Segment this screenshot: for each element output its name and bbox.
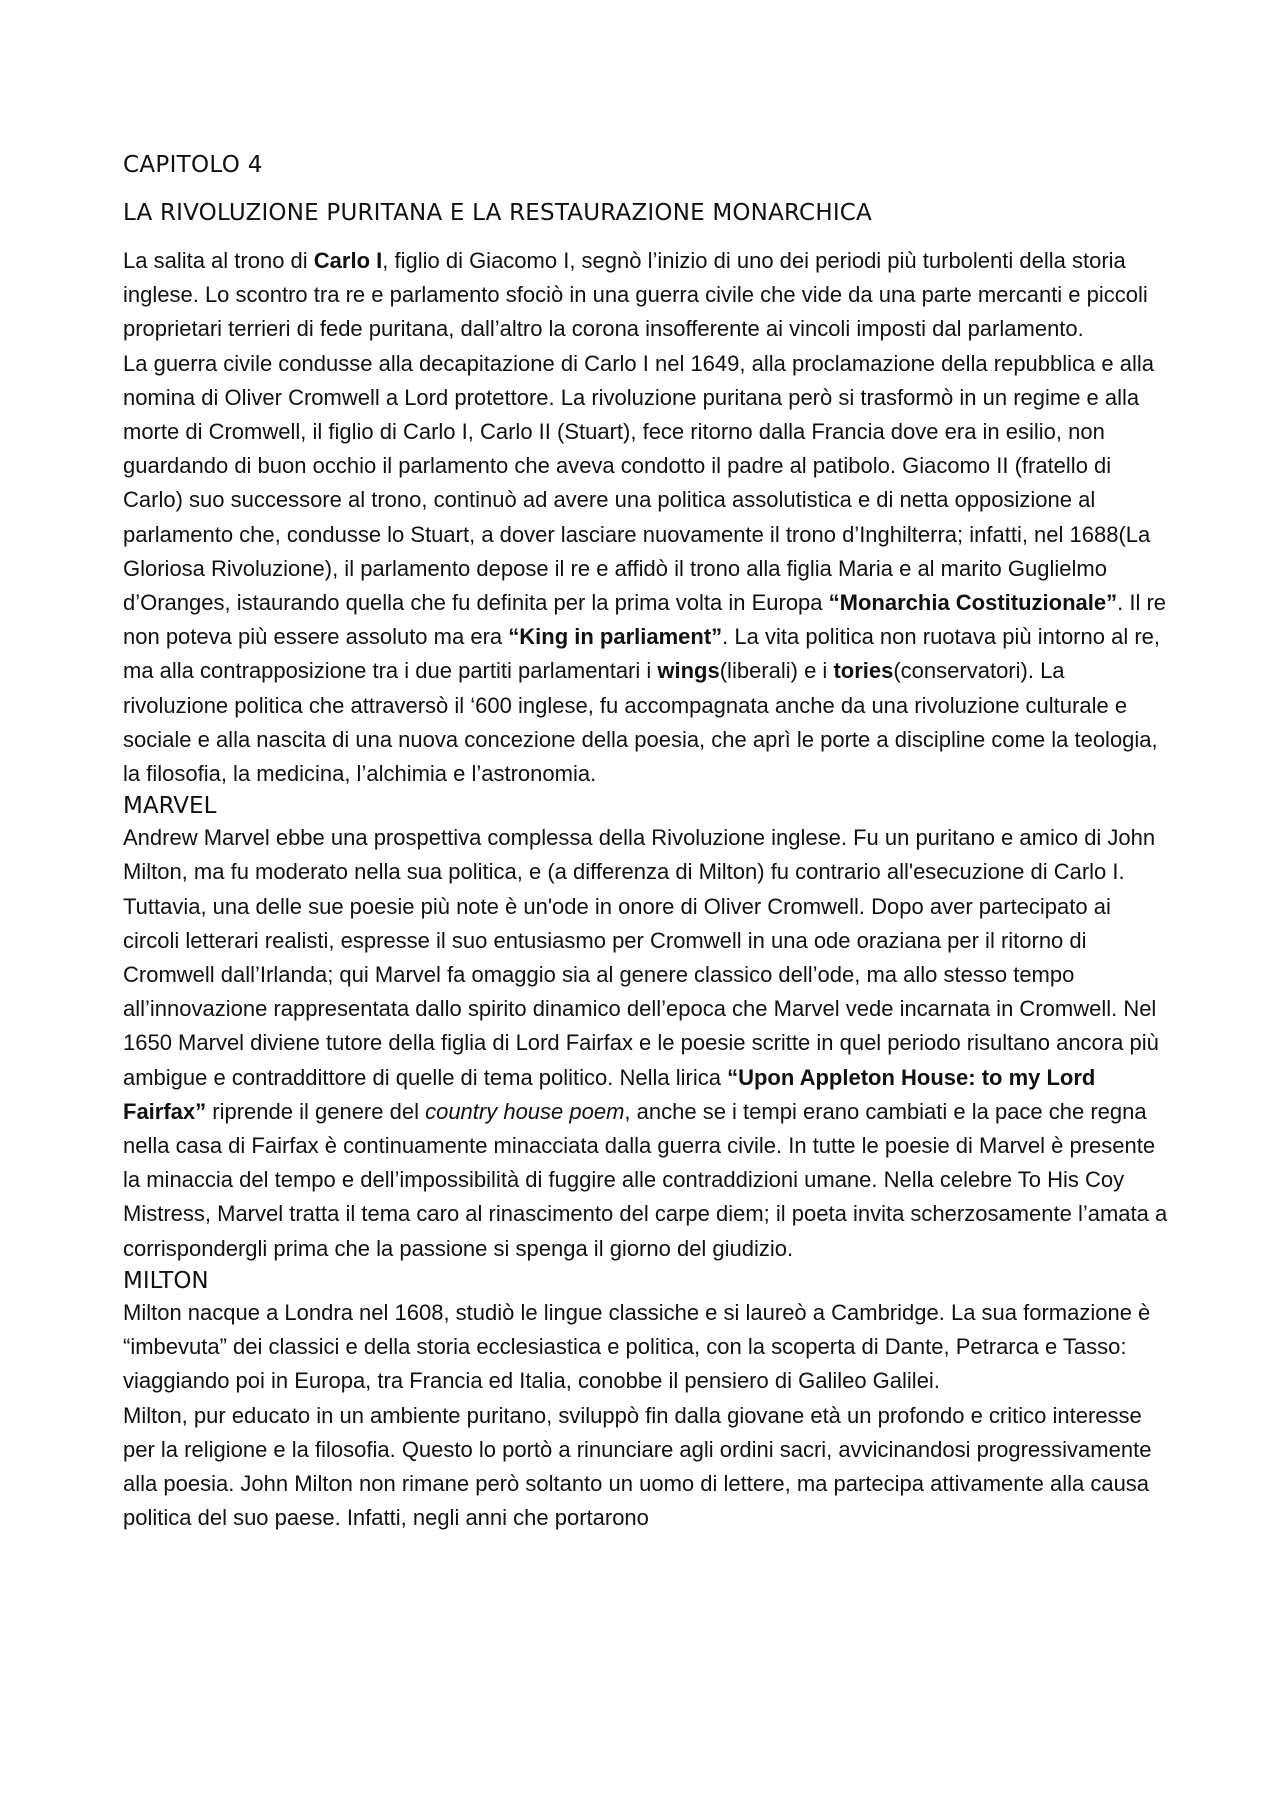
section-heading-milton: MILTON: [123, 1267, 209, 1294]
intro-p2-text-1: La guerra civile condusse alla decapitazione di Carlo I nel 1649, alla proclamazione della repubblica e alla nomina di Oliver Cromwell a Lord protettore. La rivoluzione puritana però si trasformò in un regime e alla morte di Cromwell, il figlio di Carlo I, Carlo II (Stuart), fece ritorno dalla Francia dove era in esilio, non guardando di buon occhio il parlamento che aveva condotto il padre al patibolo. Giacomo II (fratello di Carlo) suo successore al trono, continuò ad avere una politica assolutistica e di netta opposizione al parlamento che, condusse lo Stuart, a dover lasciare nuovamente il trono d’Inghilterra; infatti, nel 1688(La Gloriosa Rivoluzione), il parlamento depose il re e affidò il trono alla figlia Maria e al marito Guglielmo d’Oranges, istaurando quella che fu definita per la prima volta in Europa: [123, 350, 1154, 616]
chapter-title: LA RIVOLUZIONE PURITANA E LA RESTAURAZIONE MONARCHICA: [123, 200, 872, 226]
intro-p2-bold-monarchia: “Monarchia Costituzionale”: [828, 590, 1118, 616]
marvel-italic-country-house: country house poem: [425, 1098, 625, 1124]
intro-p1-bold-carlo: Carlo I: [313, 248, 383, 273]
intro-p2-bold-wings: wings: [657, 658, 720, 684]
marvel-text-2: riprende il genere del: [206, 1098, 426, 1124]
milton-paragraph-1: Milton nacque a Londra nel 1608, studiò le lingue classiche e si laureò a Cambridge. La sua formazione è “imbevuta” dei classici e della storia ecclesiastica e politica, con la scoperta di Dante, Petrarca e Tasso: viaggiando poi in Europa, tra Francia ed Italia, conobbe il pensiero di Galileo Galilei.: [123, 1299, 1151, 1394]
document-page: [123, 150, 1173, 1535]
section-heading-marvel: MARVEL: [123, 793, 217, 820]
intro-p2-bold-tories: tories: [833, 658, 894, 684]
intro-p2-bold-king: “King in parliament”: [508, 624, 723, 650]
intro-p1-text-1: La salita al trono di: [123, 248, 314, 273]
marvel-text-3: , anche se i tempi erano cambiati e la pace che regna nella casa di Fairfax è continuamente minacciata dalla guerra civile. In tutte le poesie di Marvel è presente la minaccia del tempo e dell’impossibilità di fuggire alle contraddizioni umane. Nella celebre To His Coy Mistress, Marvel tratta il tema caro al rinascimento del carpe diem; il poeta invita scherzosamente l’amata a corrispondergli prima che la passione si spenga il giorno del giudizio.: [123, 1098, 1168, 1261]
intro-paragraph-2: [123, 347, 1173, 792]
intro-p2-text-5: (conservatori). La rivoluzione politica che attraversò il ‘600 inglese, fu accompagnata anche da una rivoluzione culturale e sociale e alla nascita di una nuova concezione della poesia, che aprì le porte a discipline come la teologia, la filosofia, la medicina, l’alchimia e l’astronomia.: [123, 658, 1158, 787]
marvel-bold-appleton: “Upon Appleton House: to my Lord Fairfax”: [123, 1064, 1096, 1124]
intro-p2-text-2: . Il re non poteva più essere assoluto ma era: [123, 590, 1167, 650]
marvel-paragraph: [123, 821, 1173, 1266]
intro-p1-text-2: , figlio di Giacomo I, segnò l’inizio di uno dei periodi più turbolenti della storia inglese. Lo scontro tra re e parlamento sfociò in una guerra civile che vide da una parte mercanti e piccoli proprietari terrieri di fede puritana, dall’altro la corona insofferente ai vincoli imposti dal parlamento.: [123, 248, 1148, 342]
intro-p2-text-3: . La vita politica non ruotava più intorno al re, ma alla contrapposizione tra i due partiti parlamentari i: [123, 624, 1160, 684]
marvel-text-1: Andrew Marvel ebbe una prospettiva complessa della Rivoluzione inglese. Fu un puritano e amico di John Milton, ma fu moderato nella sua politica, e (a differenza di Milton) fu contrario all'esecuzione di Carlo I. Tuttavia, una delle sue poesie più note è un'ode in onore di Oliver Cromwell. Dopo aver partecipato ai circoli letterari realisti, espresse il suo entusiasmo per Cromwell in una ode oraziana per il ritorno di Cromwell dall’Irlanda; qui Marvel fa omaggio sia al genere classico dell’ode, ma allo stesso tempo all’innovazione rappresentata dallo spirito dinamico dell’epoca che Marvel vede incarnata in Cromwell. Nel 1650 Marvel diviene tutore della figlia di Lord Fairfax e le poesie scritte in quel periodo risultano ancora più ambigue e contraddittore di quelle di tema politico. Nella lirica: [123, 825, 1159, 1090]
intro-p2-text-4: (liberali) e i: [719, 658, 834, 684]
milton-paragraph-2: Milton, pur educato in un ambiente puritano, sviluppò fin dalla giovane età un profondo e critico interesse per la religione e la filosofia. Questo lo portò a rinunciare agli ordini sacri, avvicinandosi progressivamente alla poesia. John Milton non rimane però soltanto un uomo di lettere, ma partecipa attivamente alla causa politica del suo paese. Infatti, negli anni che portarono: [123, 1402, 1152, 1531]
intro-paragraph-1: [123, 244, 1173, 347]
chapter-heading: CAPITOLO 4: [123, 152, 263, 178]
